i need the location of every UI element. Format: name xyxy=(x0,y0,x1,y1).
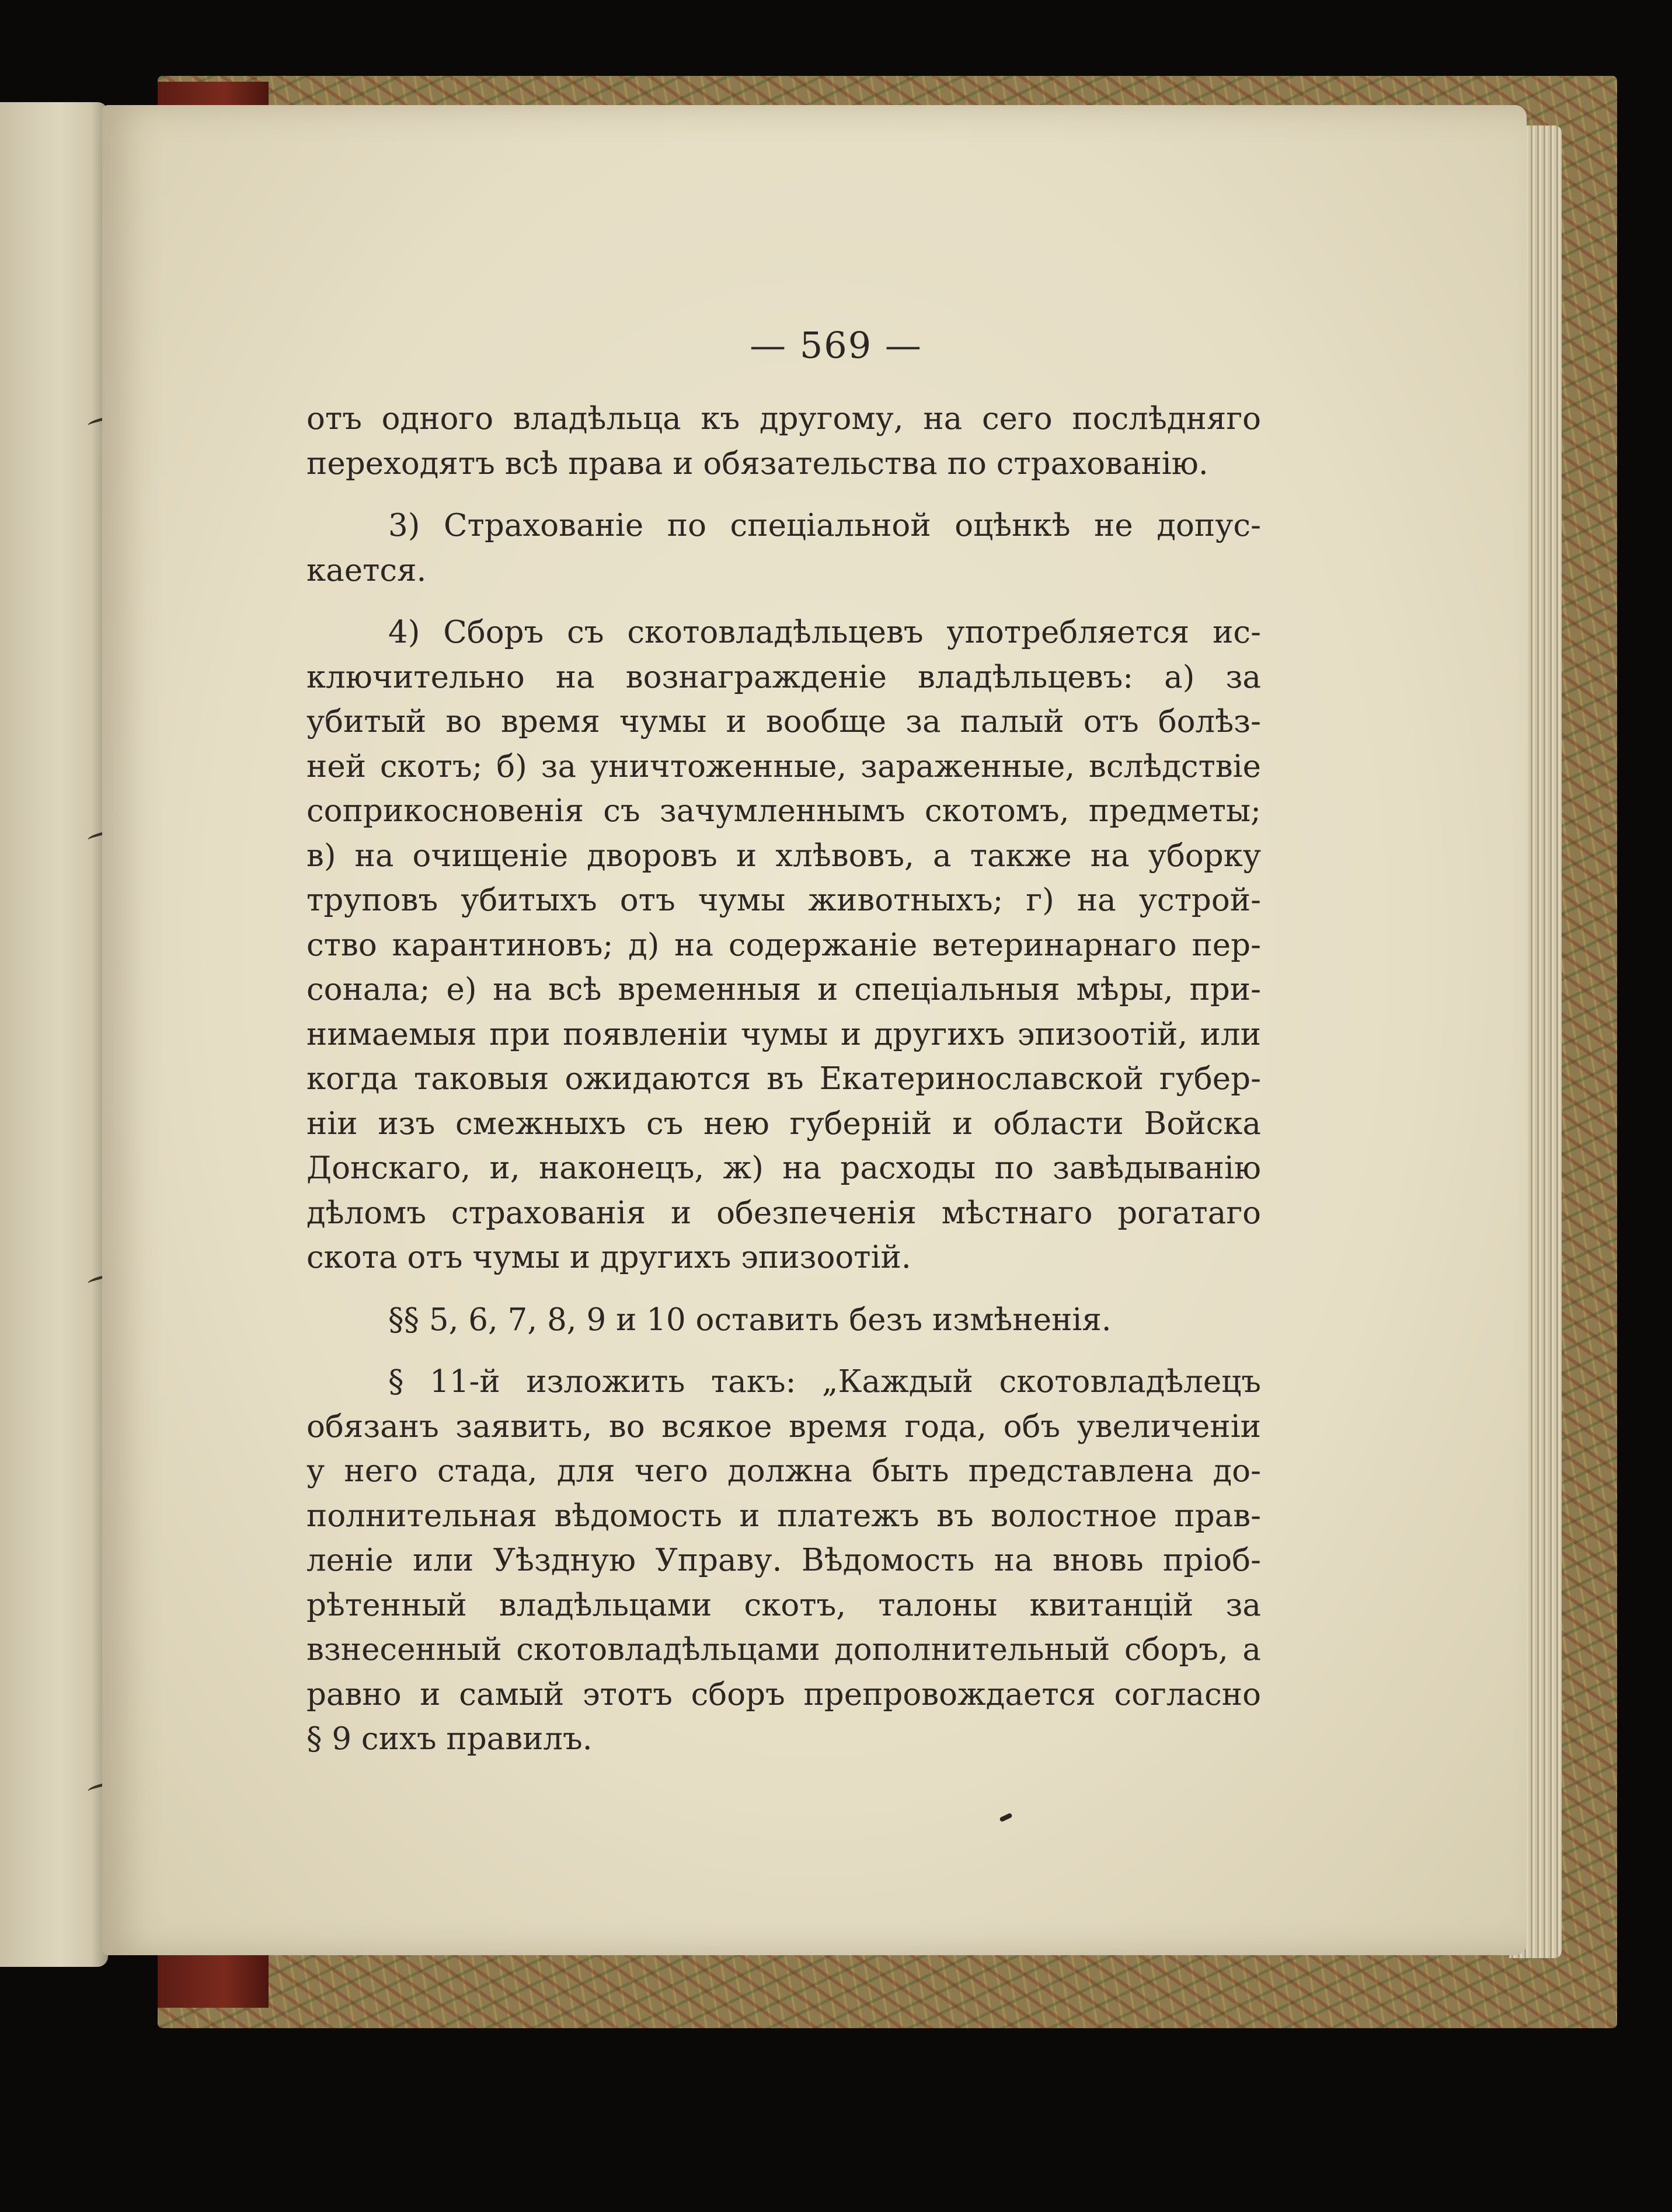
text-line: ніи изъ смежныхъ съ нею губерній и области Войска xyxy=(306,1105,1261,1142)
text-line: ней скотъ; б) за уничтоженные, зараженные, вслѣдствіе xyxy=(306,748,1261,784)
text-line: дѣломъ страхованія и обезпеченія мѣстнаго рогатаго xyxy=(306,1195,1261,1231)
text-line: переходятъ всѣ права и обязательства по страхованію. xyxy=(306,445,1208,482)
text-line: 3) Страхованіе по спеціальной оцѣнкѣ не допус- xyxy=(388,508,1261,543)
text-line: равно и самый этотъ сборъ препровождается согласно xyxy=(306,1676,1261,1712)
text-line: сонала; е) на всѣ временныя и спеціальныя мѣры, при- xyxy=(306,972,1261,1007)
previous-page-edge xyxy=(0,102,108,1967)
paragraph-item-4 xyxy=(306,610,1261,1281)
text-line: отъ одного владѣльца къ другому, на сего послѣдняго xyxy=(306,401,1261,437)
text-line: соприкосновенія съ зачумленнымъ скотомъ, предметы; xyxy=(306,793,1261,829)
page-number: — 569 — xyxy=(750,324,922,367)
text-line: труповъ убитыхъ отъ чумы животныхъ; г) на устрой- xyxy=(306,882,1261,918)
text-line: в) на очищеніе дворовъ и хлѣвовъ, а также на уборку xyxy=(306,838,1261,874)
text-line: скота отъ чумы и другихъ эпизоотій. xyxy=(306,1240,911,1275)
text-line: у него стада, для чего должна быть представлена до- xyxy=(306,1453,1261,1489)
text-line: взнесенный скотовладѣльцами дополнительный сборъ, а xyxy=(306,1632,1261,1667)
text-line: нимаемыя при появленіи чумы и другихъ эпизоотій, или xyxy=(306,1016,1261,1052)
text-line: §§ 5, 6, 7, 8, 9 и 10 оставить безъ измѣненія. xyxy=(388,1302,1112,1338)
paragraph-section-11 xyxy=(306,1360,1261,1762)
text-line: рѣтенный владѣльцами скотъ, талоны квитанцій за xyxy=(306,1587,1261,1623)
text-line: когда таковыя ожидаются въ Екатеринославской губер- xyxy=(306,1061,1261,1097)
text-line: ство карантиновъ; д) на содержаніе ветеринарнаго пер- xyxy=(306,927,1261,963)
text-line: убитый во время чумы и вообще за палый отъ болѣз- xyxy=(306,704,1261,739)
text-line: ключительно на вознагражденіе владѣльцевъ: а) за xyxy=(306,659,1261,695)
text-line: 4) Сборъ съ скотовладѣльцевъ употребляется ис- xyxy=(388,615,1261,650)
text-line: § 11-й изложить такъ: „Каждый скотовладѣлецъ xyxy=(388,1364,1261,1400)
text-line: леніе или Уѣздную Управу. Вѣдомость на вновь пріоб- xyxy=(306,1543,1261,1578)
text-line: кается. xyxy=(306,552,427,588)
text-line: обязанъ заявить, во всякое время года, объ увеличеніи xyxy=(306,1408,1261,1445)
page-text xyxy=(306,397,1261,1780)
text-line: Донскаго, и, наконецъ, ж) на расходы по завѣдыванію xyxy=(306,1150,1261,1186)
paragraph-ownership-transfer xyxy=(306,397,1261,486)
paragraph-sections-5-10 xyxy=(306,1298,1261,1343)
paragraph-item-3 xyxy=(306,504,1261,593)
text-line: полнительная вѣдомость и платежъ въ волостное прав- xyxy=(306,1498,1261,1534)
text-line: § 9 сихъ правилъ. xyxy=(306,1721,593,1757)
